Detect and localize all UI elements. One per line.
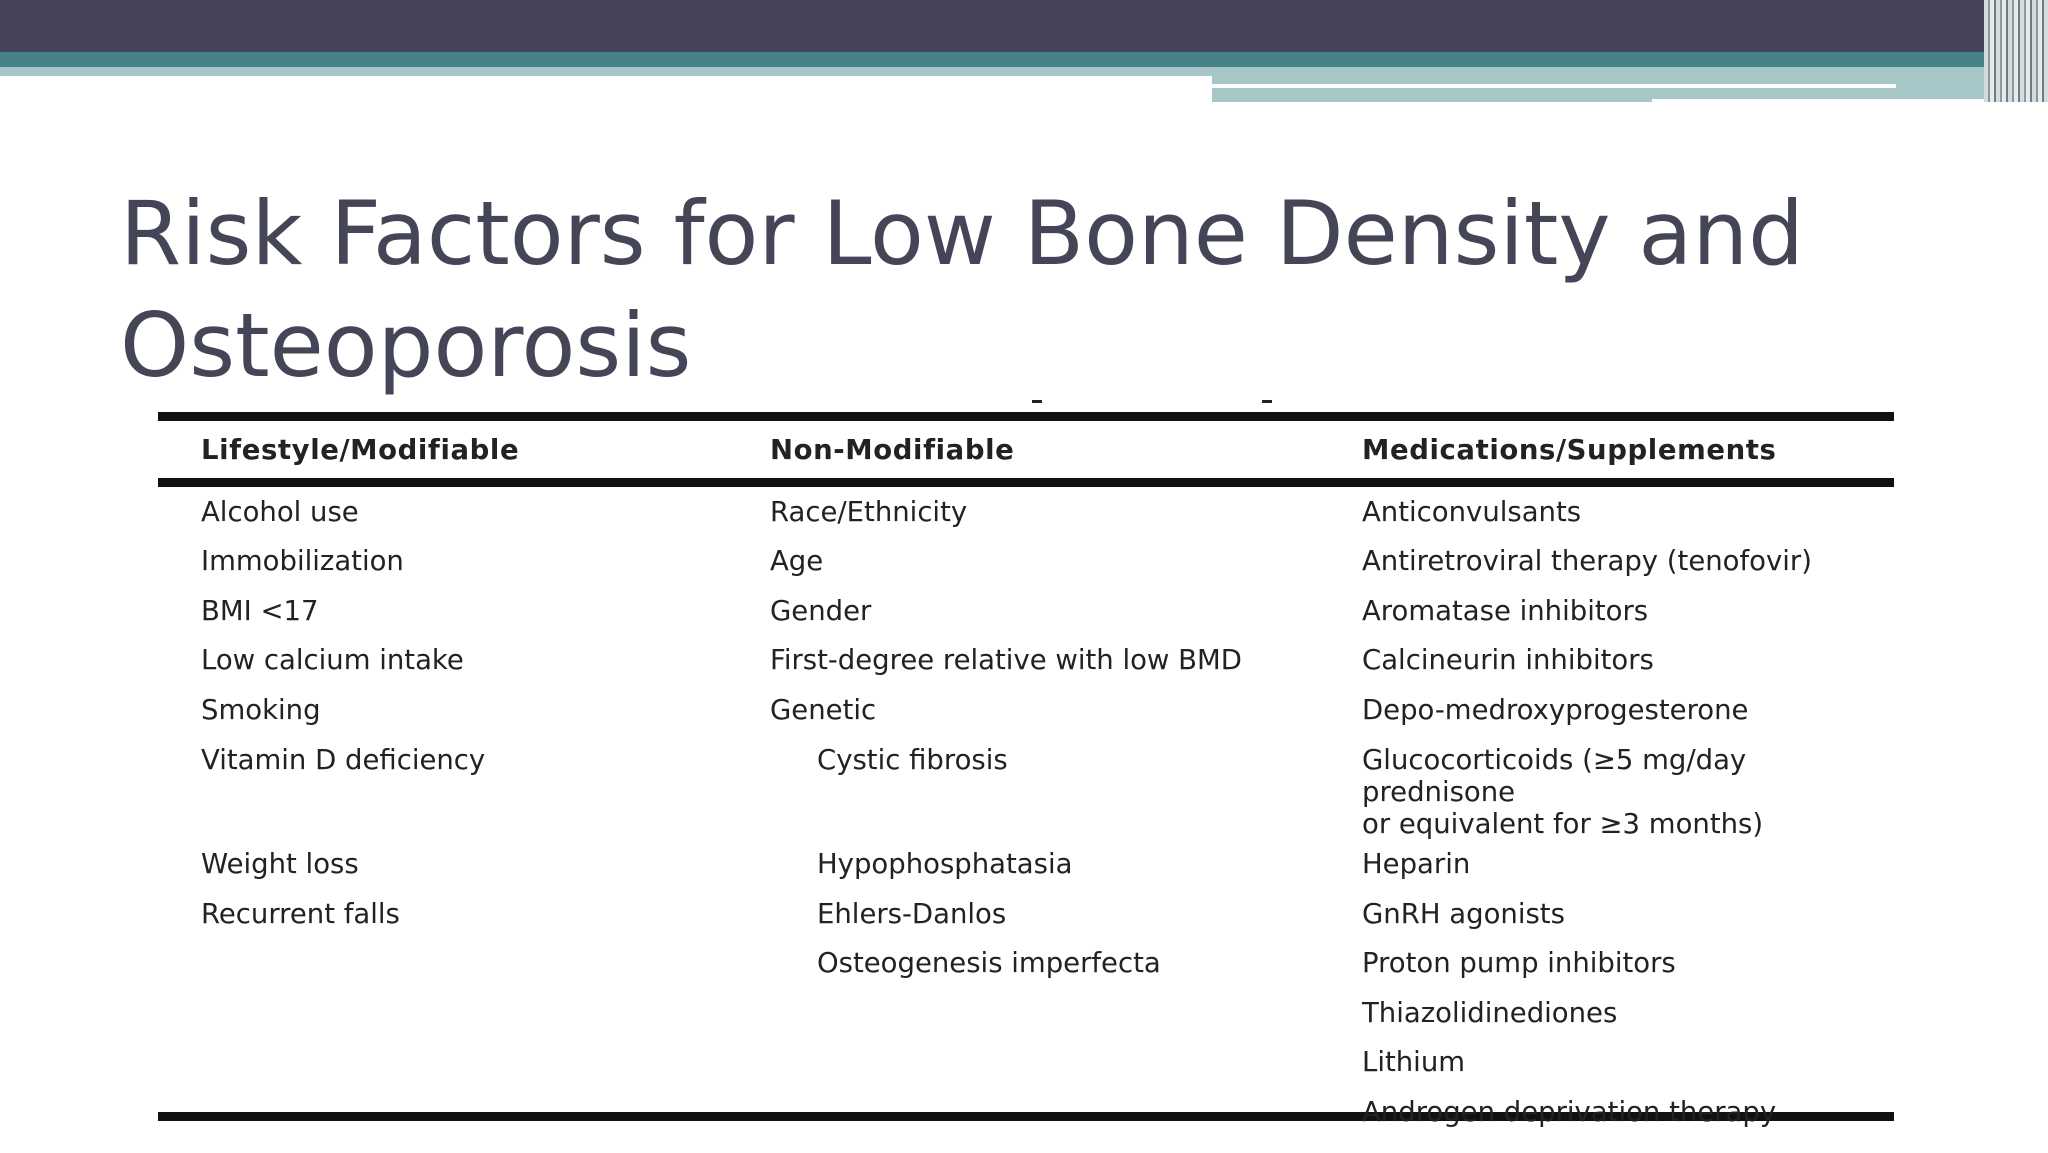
title-line-2: Osteoporosis: [120, 294, 692, 397]
table-top-rule: [158, 412, 1894, 421]
table-header-row: [158, 421, 1894, 478]
header-bar-teal: [0, 52, 2048, 67]
cell-line: or equivalent for ≥3 months): [1362, 807, 1764, 840]
table-cell: Heparin: [1362, 848, 1471, 881]
table-cell: GnRH agonists: [1362, 897, 1565, 930]
risk-factors-table: [158, 421, 1894, 1137]
table-row: [158, 685, 1894, 735]
table-cell: Race/Ethnicity: [770, 495, 968, 528]
header-bar-dark: [0, 0, 2048, 52]
table-cell: Immobilization: [201, 545, 404, 578]
cell-line: Glucocorticoids (≥5 mg/day prednisone: [1362, 743, 1747, 808]
table-cell: [158, 988, 770, 1038]
table-cell: Genetic: [770, 693, 877, 726]
table-row: [158, 487, 1894, 537]
table-cell: Cystic fibrosis: [817, 743, 1008, 776]
table-cell: Vitamin D deficiency: [201, 743, 486, 776]
table-cell: [770, 1087, 1362, 1137]
header-bar-light-left: [0, 67, 1212, 76]
table-cell: Calcineurin inhibitors: [1362, 644, 1654, 677]
table-cell: First-degree relative with low BMD: [770, 644, 1242, 677]
table-cell: Low calcium intake: [201, 644, 464, 677]
table-row: [158, 889, 1894, 939]
table-cell: Ehlers-Danlos: [817, 897, 1007, 930]
title-line-1: Risk Factors for Low Bone Density and: [120, 182, 1804, 285]
table-cell: Thiazolidinediones: [1362, 996, 1618, 1029]
crop-tick-mark: [1262, 400, 1272, 403]
header-white-line: [1212, 84, 1896, 88]
header-edge-stripes: [1984, 0, 2048, 102]
table-row: [158, 586, 1894, 636]
table-cell: Recurrent falls: [201, 897, 400, 930]
table-row: [158, 537, 1894, 587]
table-cell: Antiretroviral therapy (tenofovir): [1362, 545, 1812, 578]
table-cell: [1362, 735, 1894, 840]
table-row: [158, 840, 1894, 890]
table-cell: [158, 939, 770, 989]
table-cell: Gender: [770, 594, 872, 627]
table-cell: [770, 988, 1362, 1038]
table-cell: Hypophosphatasia: [817, 848, 1073, 881]
column-header-medications: Medications/Supplements: [1362, 433, 1777, 466]
column-header-non-modifiable: Non-Modifiable: [770, 433, 1015, 466]
table-cell: [770, 1038, 1362, 1088]
table-cell: Weight loss: [201, 848, 359, 881]
table-cell: Osteogenesis imperfecta: [817, 947, 1161, 980]
column-header-lifestyle: Lifestyle/Modifiable: [201, 433, 520, 466]
table-cell: [158, 1038, 770, 1088]
table-cell: Depo-medroxyprogesterone: [1362, 693, 1749, 726]
table-cell: Anticonvulsants: [1362, 495, 1582, 528]
table-cell: BMI <17: [201, 594, 319, 627]
slide-title: [120, 178, 1880, 402]
table-row: [158, 988, 1894, 1038]
table-cell: Androgen deprivation therapy: [1362, 1095, 1777, 1128]
table-cell: Aromatase inhibitors: [1362, 594, 1649, 627]
table-row: [158, 1087, 1894, 1137]
table-cell: Proton pump inhibitors: [1362, 947, 1676, 980]
table-cell: Age: [770, 545, 824, 578]
table-row: [158, 1038, 1894, 1088]
table-row: [158, 735, 1894, 840]
table-row: [158, 636, 1894, 686]
table-cell: [158, 1087, 770, 1137]
table-cell: Alcohol use: [201, 495, 359, 528]
table-cell: Lithium: [1362, 1046, 1466, 1079]
table-cell: Smoking: [201, 693, 321, 726]
crop-tick-mark: [1032, 400, 1042, 403]
table-row: [158, 939, 1894, 989]
